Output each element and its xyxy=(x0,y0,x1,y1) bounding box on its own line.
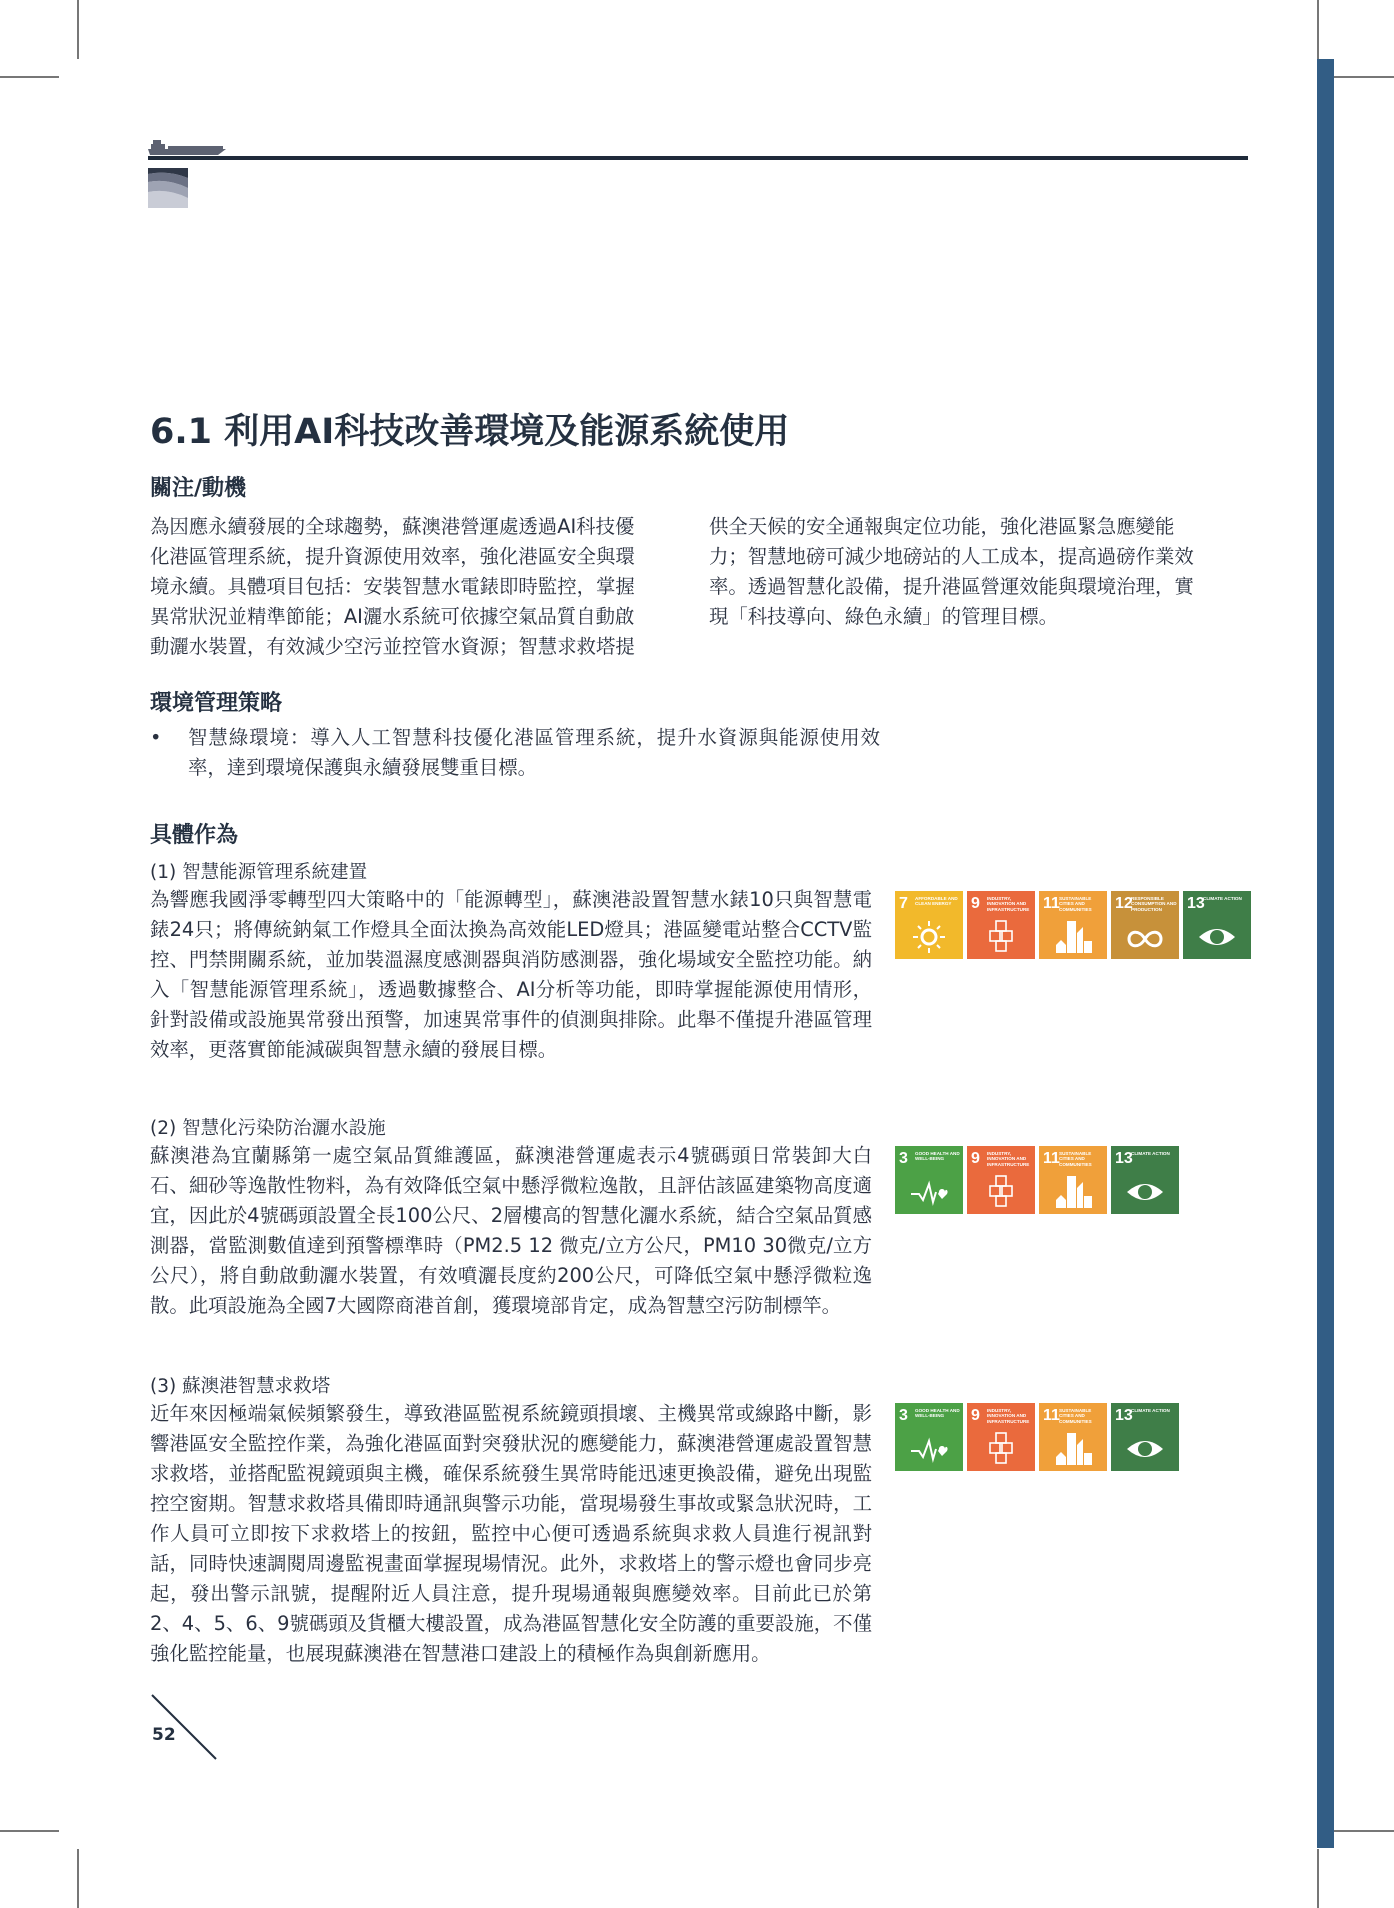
action-1-title: (1) 智慧能源管理系統建置 xyxy=(150,862,368,883)
crop-mark-top-right-v xyxy=(1317,0,1319,59)
sdg-number: 13 xyxy=(1115,1407,1133,1424)
sdg-label: GOOD HEALTH AND WELL-BEING xyxy=(915,1151,960,1162)
text-line: 率。透過智慧化設備，提升港區營運效能與環境治理，實 xyxy=(709,575,1194,598)
action-3-body: 近年來因極端氣候頻繁發生，導致港區監視系統鏡頭損壞、主機異常或線路中斷，影響港區安全監控作業，為強化港區面對突發狀況的應變能力，蘇澳港營運處設置智慧求救塔，並搭配監視鏡頭與主機，確保系統發生異常時能迅速更換設備，避免出現監控空窗期。智慧求救塔具備即時通訊與警示功能，當現場發生事故或緊急狀況時，工作人員可立即按下求救塔上的按鈕，監控中心便可透過系統與求救人員進行視訊對話，同時快速調閱周邊監視畫面掌握現場情況。此外，求救塔上的警示燈也會同步亮起，發出警示訊號，提醒附近人員注意，提升現場通報與應變效率。目前此已於第2、4、5、6、9號碼頭及貨櫃大樓設置，成為港區智慧化安全防護的重要設施，不僅強化監控能量，也展現蘇澳港在智慧港口建設上的積極作為與創新應用。 xyxy=(150,1402,872,1665)
crop-mark-bottom-left-h xyxy=(0,1830,59,1832)
text-line: 境永續。具體項目包括：安裝智慧水電錶即時監控，掌握 xyxy=(150,575,635,598)
text-line: 現「科技導向、綠色永續」的管理目標。 xyxy=(709,605,1059,628)
sdg-number: 12 xyxy=(1115,895,1133,912)
sdg-11-icon xyxy=(1039,1146,1107,1214)
text-line: 動灑水裝置，有效減少空污並控管水資源；智慧求救塔提 xyxy=(150,635,635,658)
crop-mark-bottom-right-h xyxy=(1334,1830,1394,1832)
city-icon xyxy=(1053,1431,1093,1465)
sdg-9-icon xyxy=(967,891,1035,959)
sdg-number: 9 xyxy=(971,1150,980,1167)
sdg-label: SUSTAINABLE CITIES AND COMMUNITIES xyxy=(1059,1151,1092,1167)
sdg-number: 3 xyxy=(899,1407,908,1424)
city-icon xyxy=(1053,919,1093,953)
text-line: 供全天候的安全通報與定位功能，強化港區緊急應變能 xyxy=(709,515,1175,538)
sdg-number: 9 xyxy=(971,895,980,912)
sdg-label: CLIMATE ACTION xyxy=(1203,896,1242,901)
sdg-label: AFFORDABLE AND CLEAN ENERGY xyxy=(915,896,958,907)
text-line: 為因應永續發展的全球趨勢，蘇澳港營運處透過AI科技優 xyxy=(150,515,635,538)
action-2-body: 蘇澳港為宜蘭縣第一處空氣品質維護區，蘇澳港營運處表示4號碼頭日常裝卸大白石、細砂等逸散性物料，為有效降低空氣中懸浮微粒逸散，且評估該區建築物高度適宜，因此於4號碼頭設置全長100公尺、2層樓高的智慧化灑水系統，結合空氣品質感測器，當監測數值達到預警標準時（PM2.5 12 微克/立方公尺，PM10 30微克/立方公尺），將自動啟動灑水裝置，有效噴灑長度約200公尺，可降低空氣中懸浮微粒逸散。此項設施為全國7大國際商港首創，獲環境部肯定，成為智慧空污防制標竿。 xyxy=(150,1144,872,1317)
sdg-13-icon xyxy=(1111,1146,1179,1214)
sdg-label: SUSTAINABLE CITIES AND COMMUNITIES xyxy=(1059,896,1092,912)
header-rule xyxy=(148,156,1248,160)
city-icon xyxy=(1053,1174,1093,1208)
sdg-icons-group-1 xyxy=(895,891,1251,959)
crop-mark-top-left-v xyxy=(77,0,79,59)
sdg-icons-group-3 xyxy=(895,1403,1179,1471)
crop-mark-bottom-left-v xyxy=(77,1849,79,1908)
text-line: 化港區管理系統，提升資源使用效率，強化港區安全與環 xyxy=(150,545,635,568)
sun-power-icon xyxy=(909,919,949,953)
sdg-icons-group-2 xyxy=(895,1146,1179,1214)
sdg-label: SUSTAINABLE CITIES AND COMMUNITIES xyxy=(1059,1408,1092,1424)
sdg-3-icon xyxy=(895,1403,963,1471)
eye-globe-icon xyxy=(1197,919,1237,953)
text-line: 力；智慧地磅可減少地磅站的人工成本，提高過磅作業效 xyxy=(709,545,1194,568)
sdg-number: 9 xyxy=(971,1407,980,1424)
cubes-icon xyxy=(981,1174,1021,1208)
sdg-number: 7 xyxy=(899,895,908,912)
sidebar-color-bar xyxy=(1317,59,1334,1848)
sdg-12-icon xyxy=(1111,891,1179,959)
sdg-11-icon xyxy=(1039,891,1107,959)
sdg-7-icon xyxy=(895,891,963,959)
strategy-heading: 環境管理策略 xyxy=(150,691,283,716)
action-2-title: (2) 智慧化污染防治灑水設施 xyxy=(150,1118,386,1139)
sdg-label: CLIMATE ACTION xyxy=(1131,1408,1170,1413)
crop-mark-top-left-h xyxy=(0,76,59,78)
action-1-body: 為響應我國淨零轉型四大策略中的「能源轉型」，蘇澳港設置智慧水錶10只與智慧電錶24只；將傳統鈉氣工作燈具全面汰換為高效能LED燈具；港區變電站整合CCTV監控、門禁開關系統，並加裝溫濕度感測器與消防感測器，強化場域安全監控功能。納入「智慧能源管理系統」，透過數據整合、AI分析等功能，即時掌握能源使用情形，針對設備或設施異常發出預警，加速異常事件的偵測與排除。此舉不僅提升港區管理效率，更落實節能減碳與智慧永續的發展目標。 xyxy=(150,888,872,1061)
sdg-9-icon xyxy=(967,1146,1035,1214)
motivation-column-2 xyxy=(709,512,1244,632)
cubes-icon xyxy=(981,919,1021,953)
sdg-number: 11 xyxy=(1043,895,1060,912)
motivation-column-1 xyxy=(150,512,685,662)
sdg-label: GOOD HEALTH AND WELL-BEING xyxy=(915,1408,960,1419)
bullet-text: 智慧綠環境：導入人工智慧科技優化港區管理系統，提升水資源與能源使用效率，達到環境保護與永續發展雙重目標。 xyxy=(188,726,880,779)
sdg-9-icon xyxy=(967,1403,1035,1471)
infinity-icon xyxy=(1125,919,1165,953)
actions-heading: 具體作為 xyxy=(150,823,239,848)
sdg-13-icon xyxy=(1111,1403,1179,1471)
sdg-number: 13 xyxy=(1187,895,1205,912)
ship-icon xyxy=(148,138,228,156)
sdg-number: 13 xyxy=(1115,1150,1133,1167)
page-number: 52 xyxy=(152,1725,176,1745)
sdg-3-icon xyxy=(895,1146,963,1214)
crop-mark-top-right-h xyxy=(1334,76,1394,78)
sdg-11-icon xyxy=(1039,1403,1107,1471)
heartbeat-icon xyxy=(909,1431,949,1465)
sdg-number: 11 xyxy=(1043,1150,1060,1167)
sdg-number: 11 xyxy=(1043,1407,1060,1424)
text-line: 異常狀況並精準節能；AI灑水系統可依據空氣品質自動啟 xyxy=(150,605,635,628)
motivation-heading: 關注/動機 xyxy=(150,476,247,501)
crop-mark-bottom-right-v xyxy=(1317,1849,1319,1908)
cubes-icon xyxy=(981,1431,1021,1465)
strategy-bullet xyxy=(150,723,880,783)
sdg-13-icon xyxy=(1183,891,1251,959)
sdg-label: INDUSTRY, INNOVATION AND INFRASTRUCTURE xyxy=(987,896,1030,912)
sdg-number: 3 xyxy=(899,1150,908,1167)
eye-globe-icon xyxy=(1125,1174,1165,1208)
heartbeat-icon xyxy=(909,1174,949,1208)
sdg-label: INDUSTRY, INNOVATION AND INFRASTRUCTURE xyxy=(987,1151,1030,1167)
sdg-label: RESPONSIBLE CONSUMPTION AND PRODUCTION xyxy=(1131,896,1177,912)
waves-icon xyxy=(148,168,188,208)
sdg-label: CLIMATE ACTION xyxy=(1131,1151,1170,1156)
page-title: 6.1 利用AI科技改善環境及能源系統使用 xyxy=(150,412,790,452)
eye-globe-icon xyxy=(1125,1431,1165,1465)
bullet-icon: • xyxy=(150,726,162,749)
action-3-title: (3) 蘇澳港智慧求救塔 xyxy=(150,1376,331,1397)
sdg-label: INDUSTRY, INNOVATION AND INFRASTRUCTURE xyxy=(987,1408,1030,1424)
